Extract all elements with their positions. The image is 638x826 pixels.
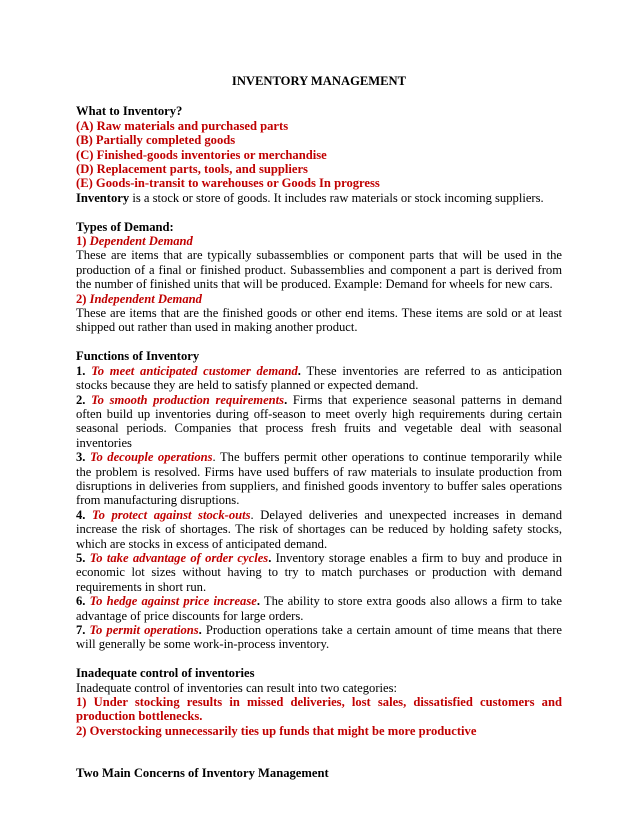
item-sep: . bbox=[198, 623, 202, 637]
item-number: 1) bbox=[76, 234, 90, 249]
concerns-heading: Two Main Concerns of Inventory Management bbox=[76, 766, 329, 781]
item-title: To decouple operations bbox=[89, 450, 213, 465]
item-number: 5. bbox=[76, 550, 90, 565]
what-item: (D) Replacement parts, tools, and suppliers bbox=[76, 162, 308, 177]
page-title: INVENTORY MANAGEMENT bbox=[231, 74, 407, 88]
item-sep: . bbox=[284, 392, 288, 407]
item-sep: . bbox=[212, 450, 216, 465]
item-number: 4. bbox=[76, 507, 93, 522]
inventory-definition bbox=[76, 191, 562, 205]
demand-heading: Types of Demand: bbox=[76, 219, 174, 234]
item-number: 6. bbox=[76, 594, 90, 609]
item-number: 1. bbox=[76, 363, 92, 378]
dependent-demand-title bbox=[76, 234, 562, 248]
dependent-demand-text: These are items that are typically subassemblies or component parts that will be used in the production of a final or finished product. Subassemblies and component a part is derived from the number of finished units that will be produced. Example: Demand for wheels for new cars. bbox=[76, 248, 562, 292]
item-title: To take advantage of order cycles bbox=[89, 550, 269, 565]
item-number: 7. bbox=[76, 623, 90, 637]
item-number: 2. bbox=[76, 392, 92, 407]
function-item bbox=[76, 450, 562, 508]
item-sep: . bbox=[256, 594, 260, 609]
definition-text: is a stock or store of goods. It includes raw materials or stock incoming suppliers. bbox=[129, 190, 544, 205]
item-title: Dependent Demand bbox=[89, 234, 193, 249]
control-intro: Inadequate control of inventories can result into two categories: bbox=[76, 680, 398, 695]
control-item: 1) Under stocking results in missed deliveries, lost sales, dissatisfied customers and production bottlenecks. bbox=[76, 695, 562, 724]
what-item: (B) Partially completed goods bbox=[76, 133, 236, 148]
function-item bbox=[76, 551, 562, 594]
item-title: To smooth production requirements bbox=[91, 392, 285, 407]
function-item bbox=[76, 364, 562, 393]
item-text: The ability to store extra goods also allows a firm to take advantage of price discounts for large orders. bbox=[76, 594, 562, 623]
item-title: To meet anticipated customer demand bbox=[91, 363, 298, 378]
item-title: Independent Demand bbox=[89, 291, 202, 306]
control-heading: Inadequate control of inventories bbox=[76, 666, 255, 681]
what-item: (E) Goods-in-transit to warehouses or Goods In progress bbox=[76, 176, 380, 191]
what-heading: What to Inventory? bbox=[76, 104, 183, 119]
item-sep: . bbox=[250, 507, 254, 522]
item-title: To permit operations bbox=[89, 623, 199, 637]
definition-term: Inventory bbox=[76, 190, 130, 205]
what-item: (A) Raw materials and purchased parts bbox=[76, 118, 289, 133]
item-text: Production operations take a certain amount of time means that there will generally be some work-in-process inventory. bbox=[76, 623, 563, 652]
item-title: To hedge against price increase bbox=[89, 594, 257, 609]
control-item: 2) Overstocking unnecessarily ties up funds that might be more productive bbox=[76, 723, 477, 738]
item-sep: . bbox=[297, 363, 301, 378]
function-item bbox=[76, 508, 562, 551]
independent-demand-title bbox=[76, 292, 562, 306]
item-text: Delayed deliveries and unexpected increases in demand increase the risk of shortages. The risk of shortages can be reduced by holding safety stocks, which are stocks in excess of anticipated demand. bbox=[76, 507, 562, 551]
what-item: (C) Finished-goods inventories or merchandise bbox=[76, 147, 327, 162]
item-number: 2) bbox=[76, 291, 90, 306]
function-item bbox=[76, 393, 562, 451]
item-text: Firms that experience seasonal patterns in demand often build up inventories during off-season to meet overly high requirements during certain seasonal periods. Companies that process fresh fruits and vegetable deal with seasonal inventories bbox=[76, 392, 563, 450]
item-sep: . bbox=[268, 550, 272, 565]
item-text: Inventory storage enables a firm to buy and produce in economic lot sizes without having to try to match purchases or production with demand requirements in short run. bbox=[76, 550, 562, 594]
item-text: The buffers permit other operations to continue temporarily while the problem is resolved. Firms have used buffers of raw materials to insulate production from disruptions in deliveries from suppliers, and finished goods inventory to buffer sales operations from manufacturing disruptions. bbox=[76, 450, 563, 508]
functions-heading: Functions of Inventory bbox=[76, 349, 200, 364]
document-page bbox=[76, 74, 562, 781]
function-item bbox=[76, 594, 562, 623]
item-text: These inventories are referred to as anticipation stocks because they are held to satisfy planned or expected demand. bbox=[76, 363, 563, 393]
item-number: 3. bbox=[76, 450, 90, 465]
independent-demand-text: These are items that are the finished goods or other end items. These items are sold or at least shipped out rather than used in making another product. bbox=[76, 306, 562, 335]
function-item bbox=[76, 623, 562, 652]
item-title: To protect against stock-outs bbox=[92, 507, 251, 522]
